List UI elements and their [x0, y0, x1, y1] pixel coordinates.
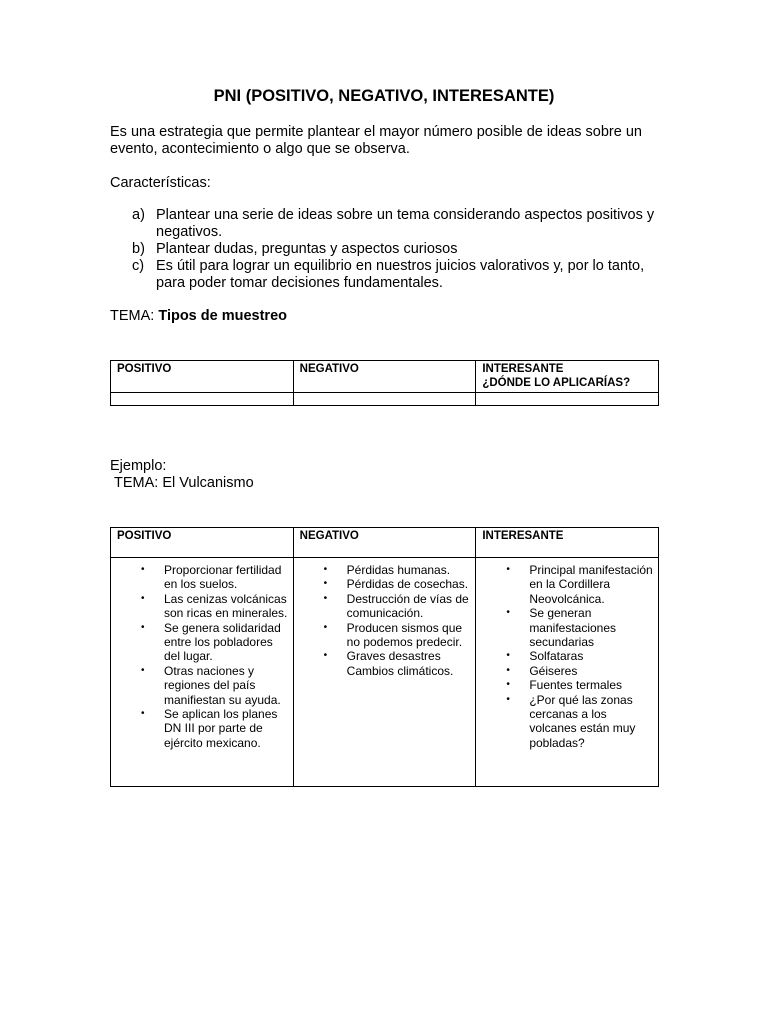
list-item	[294, 649, 472, 678]
tema-line	[110, 308, 670, 325]
list-item	[111, 664, 289, 707]
bullet-icon: •	[141, 664, 145, 676]
list-item-text: ¿Por qué las zonas cercanas a los volcanes están muy pobladas?	[529, 692, 636, 750]
list-item-text: Graves desastres Cambios climáticos.	[346, 649, 454, 678]
list-item	[111, 707, 289, 750]
list-item	[110, 258, 670, 292]
list-item-text: Producen sismos que no podemos predecir.	[346, 620, 463, 650]
header-negativo: NEGATIVO	[293, 528, 476, 558]
list-item	[294, 592, 472, 621]
header-positivo: POSITIVO	[111, 361, 294, 393]
bullet-icon: •	[323, 650, 328, 662]
caracteristicas-label: Características:	[110, 175, 211, 191]
negativo-list	[294, 558, 476, 678]
bullet-icon: •	[323, 621, 328, 633]
interesante-list	[476, 558, 658, 750]
bullet-icon: •	[506, 650, 510, 662]
list-item	[476, 649, 654, 663]
header-interesante	[476, 361, 659, 393]
list-item	[476, 606, 654, 649]
list-item-text: Se aplican los planes DN III por parte de ejército mexicano.	[164, 707, 278, 750]
list-item-text: Solfataras	[529, 649, 584, 664]
header-negativo: NEGATIVO	[293, 361, 476, 393]
list-item	[294, 577, 472, 591]
list-item-text: Fuentes termales	[529, 678, 623, 693]
list-item-text: Otras naciones y regiones del país manifiestan su ayuda.	[164, 663, 281, 707]
bullet-icon: •	[323, 578, 328, 590]
tema-value: Tipos de muestreo	[158, 308, 287, 324]
bullet-icon: •	[506, 679, 510, 691]
list-item-text: Plantear una serie de ideas sobre un tema considerando aspectos positivos y negativos.	[156, 207, 655, 240]
negativo-cell	[293, 558, 476, 787]
list-item-text: Géiseres	[529, 663, 578, 678]
list-item-text: Es útil para lograr un equilibrio en nuestros juicios valorativos y, por lo tanto, para poder tomar decisiones fundamentales.	[156, 258, 645, 291]
list-item-text: Se generan manifestaciones secundarias	[529, 606, 617, 650]
header-donde-aplicarias: ¿DÓNDE LO APLICARÍAS?	[482, 377, 631, 389]
bullet-icon: •	[141, 564, 145, 575]
list-item	[476, 678, 654, 692]
list-item-text: Pérdidas humanas.	[346, 563, 451, 577]
list-marker: a)	[132, 207, 145, 223]
bullet-icon: •	[506, 664, 510, 676]
header-interesante-label: INTERESANTE	[482, 363, 564, 375]
bullet-icon: •	[141, 592, 145, 604]
document-title: PNI (POSITIVO, NEGATIVO, INTERESANTE)	[213, 87, 555, 105]
list-item-text: Se genera solidaridad entre los pobladores del lugar.	[164, 620, 281, 664]
list-item-text: Las cenizas volcánicas son ricas en minerales.	[164, 591, 288, 621]
header-interesante: INTERESANTE	[476, 528, 659, 558]
list-item	[476, 664, 654, 678]
bullet-icon: •	[141, 708, 145, 720]
list-item-text: Pérdidas de cosechas.	[346, 577, 469, 592]
list-item	[294, 621, 472, 650]
bullet-icon: •	[506, 693, 510, 705]
intro-paragraph: Es una estrategia que permite plantear el mayor número posible de ideas sobre un evento, acontecimiento o algo que se observa.	[110, 124, 642, 157]
tema-example: TEMA: El Vulcanismo	[114, 475, 254, 491]
list-item-text: Principal manifestación en la Cordillera Neovolcánica.	[529, 563, 653, 606]
interesante-cell	[476, 558, 659, 787]
list-item	[111, 592, 289, 621]
list-item	[476, 693, 654, 751]
list-item	[111, 621, 289, 664]
list-marker: b)	[132, 241, 145, 257]
list-item	[110, 207, 670, 241]
positivo-cell	[111, 558, 294, 787]
caracteristicas-list	[110, 207, 670, 292]
empty-cell	[293, 393, 476, 406]
list-item	[294, 563, 472, 577]
bullet-icon: •	[323, 564, 328, 575]
tema-label: TEMA:	[110, 308, 159, 324]
pni-example-table	[110, 527, 659, 787]
bullet-icon: •	[506, 607, 510, 619]
empty-cell	[111, 393, 294, 406]
list-item-text: Destrucción de vías de comunicación.	[346, 591, 469, 621]
list-item-text: Plantear dudas, preguntas y aspectos curiosos	[156, 241, 458, 257]
empty-cell	[476, 393, 659, 406]
header-positivo: POSITIVO	[111, 528, 294, 558]
pni-template-table	[110, 360, 659, 406]
positivo-list	[111, 558, 293, 750]
bullet-icon: •	[506, 564, 510, 575]
list-item	[476, 563, 654, 606]
ejemplo-label: Ejemplo:	[110, 458, 167, 474]
bullet-icon: •	[141, 621, 145, 633]
list-marker: c)	[132, 258, 145, 274]
list-item	[111, 563, 289, 592]
bullet-icon: •	[323, 592, 328, 604]
list-item-text: Proporcionar fertilidad en los suelos.	[164, 563, 282, 592]
list-item	[110, 241, 670, 258]
